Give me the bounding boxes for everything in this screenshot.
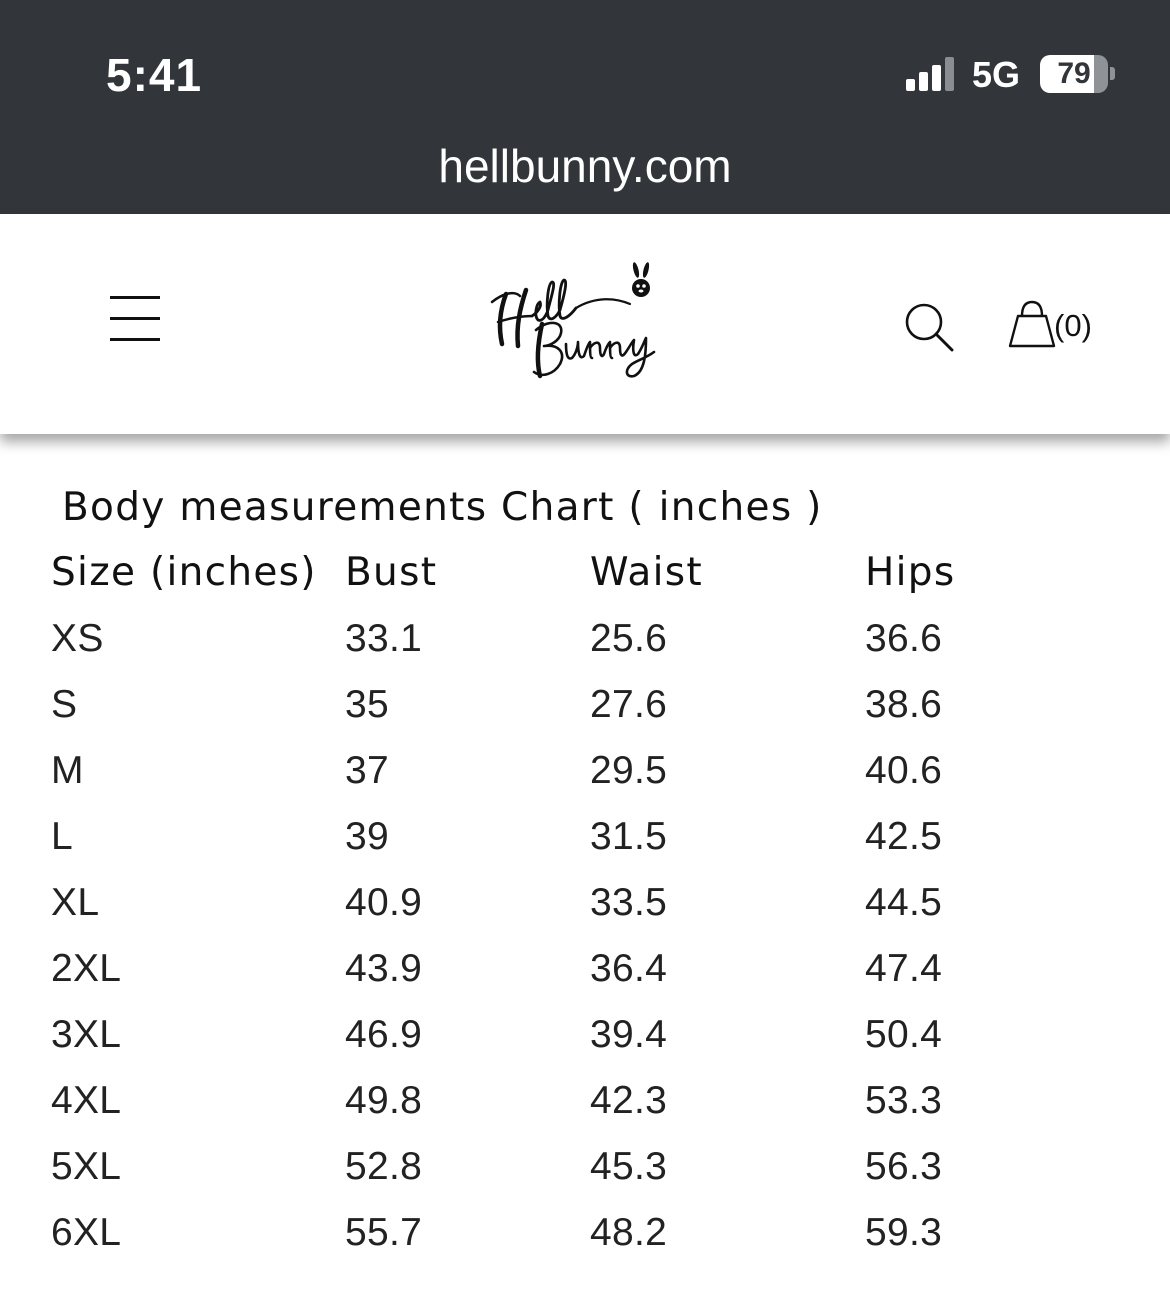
hamburger-menu-icon[interactable] [110, 296, 160, 342]
cellular-signal-icon [906, 57, 960, 91]
cell-bust: 46.9 [345, 1013, 423, 1056]
network-type: 5G [972, 54, 1021, 95]
cell-bust: 49.8 [345, 1079, 423, 1122]
table-row [0, 804, 1170, 870]
cell-waist: 31.5 [590, 815, 668, 858]
cell-bust: 40.9 [345, 881, 423, 924]
cell-waist: 29.5 [590, 749, 668, 792]
battery-percent: 79 [1057, 57, 1091, 90]
browser-top-bar [0, 0, 1170, 214]
cell-size: 6XL [51, 1211, 122, 1254]
cell-bust: 55.7 [345, 1211, 423, 1254]
cart-count: (0) [1054, 308, 1092, 343]
cell-bust: 43.9 [345, 947, 423, 990]
cell-size: 2XL [51, 947, 122, 990]
menu-line [110, 338, 160, 341]
cell-size: 3XL [51, 1013, 122, 1056]
table-row [0, 1200, 1170, 1266]
cell-bust: 35 [345, 683, 389, 726]
table-row [0, 1002, 1170, 1068]
cell-hips: 56.3 [865, 1145, 943, 1188]
battery-nub [1110, 67, 1115, 80]
cell-waist: 45.3 [590, 1145, 668, 1188]
search-icon[interactable] [904, 302, 954, 352]
table-row [0, 1134, 1170, 1200]
cell-bust: 52.8 [345, 1145, 423, 1188]
cell-hips: 47.4 [865, 947, 943, 990]
cell-hips: 50.4 [865, 1013, 943, 1056]
cell-bust: 39 [345, 815, 389, 858]
cell-waist: 25.6 [590, 617, 668, 660]
table-row [0, 738, 1170, 804]
cell-waist: 42.3 [590, 1079, 668, 1122]
cell-size: M [51, 749, 84, 792]
table-body [0, 606, 1170, 1266]
cell-hips: 42.5 [865, 815, 943, 858]
cell-hips: 36.6 [865, 617, 943, 660]
table-row [0, 870, 1170, 936]
cell-waist: 48.2 [590, 1211, 668, 1254]
menu-line [110, 317, 160, 320]
cell-waist: 36.4 [590, 947, 668, 990]
cell-size: S [51, 683, 78, 726]
column-header-size: Size (inches) [51, 550, 317, 595]
cell-hips: 44.5 [865, 881, 943, 924]
table-row [0, 936, 1170, 1002]
table-header-row [0, 540, 1170, 606]
cell-bust: 33.1 [345, 617, 423, 660]
table-row [0, 672, 1170, 738]
cell-waist: 27.6 [590, 683, 668, 726]
cell-bust: 37 [345, 749, 389, 792]
battery-icon [1040, 55, 1108, 93]
column-header-bust: Bust [345, 550, 438, 595]
cell-hips: 38.6 [865, 683, 943, 726]
shopping-bag-icon [1008, 300, 1056, 350]
signal-bar [945, 57, 954, 91]
signal-bar [906, 79, 915, 91]
site-header [0, 214, 1170, 434]
status-time: 5:41 [106, 49, 203, 101]
table-row [0, 606, 1170, 672]
cell-hips: 59.3 [865, 1211, 943, 1254]
cell-waist: 39.4 [590, 1013, 668, 1056]
cell-size: XS [51, 617, 104, 660]
cell-size: 4XL [51, 1079, 122, 1122]
signal-bar [919, 72, 928, 91]
url-bar[interactable]: hellbunny.com [438, 140, 732, 192]
table-row [0, 1068, 1170, 1134]
page-title: Body measurements Chart ( inches ) [62, 485, 823, 530]
cell-hips: 53.3 [865, 1079, 943, 1122]
signal-bar [932, 65, 941, 91]
cell-hips: 40.6 [865, 749, 943, 792]
menu-line [110, 296, 160, 299]
cell-waist: 33.5 [590, 881, 668, 924]
column-header-hips: Hips [865, 550, 956, 595]
hell-bunny-logo[interactable] [486, 260, 666, 384]
cell-size: 5XL [51, 1145, 122, 1188]
column-header-waist: Waist [590, 550, 703, 595]
size-chart-table [0, 540, 1170, 1266]
cell-size: XL [51, 881, 100, 924]
cell-size: L [51, 815, 73, 858]
